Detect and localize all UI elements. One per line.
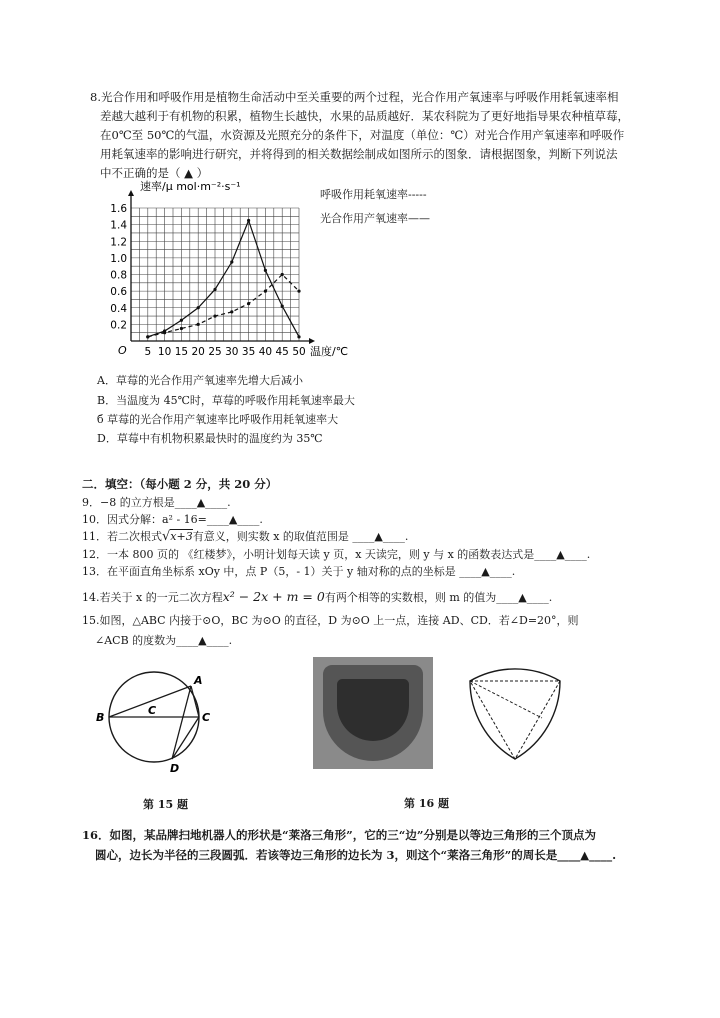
x-tick-label: 35 [241, 346, 256, 358]
center-o-label: C [148, 704, 157, 717]
photosynthesis-point [297, 335, 300, 338]
segment-ac [191, 686, 199, 717]
question-9: 9．−8 的立方根是____▲____. [82, 496, 231, 509]
respiration-point [247, 302, 250, 305]
y-tick-label: 0.6 [110, 286, 127, 299]
question-14 [82, 588, 552, 607]
point-c-label: C [202, 711, 211, 724]
photosynthesis-point [180, 319, 183, 322]
y-tick-label: 1.4 [110, 219, 127, 232]
photosynthesis-point [197, 306, 200, 309]
legend-respiration: 呼吸作用耗氧速率----- [320, 188, 427, 201]
x-tick-label: 30 [225, 346, 239, 358]
q8-line-3: 在0℃至 50℃的气温，水资源及光照充分的条件下，对温度（单位：℃）对光合作用产氧速率和呼吸作 [100, 128, 625, 142]
question-13: 13．在平面直角坐标系 xOy 中，点 P（5，- 1）关于 y 轴对称的点的坐标是 ____▲____. [82, 565, 516, 578]
y-tick-label: 0.8 [110, 269, 127, 282]
y-axis-arrow [128, 190, 134, 196]
q8-option-b: B．当温度为 45℃时，草莓的呼吸作用耗氧速率最大 [97, 394, 355, 407]
q14-suffix: 有两个相等的实数根，则 m 的值为____▲____. [324, 591, 553, 604]
q8-option-a: A．草莓的光合作用产氧速率先增大后减小 [97, 374, 303, 387]
q11-radicand: x+3 [170, 530, 193, 543]
q8-line-2: 差越大越利于有机物的积累，植物生长越快，水果的品质越好．某农科院为了更好地指导果农种植草莓， [100, 109, 629, 123]
figure-15-caption: 第 15 题 [143, 798, 188, 811]
q8-line-4: 用耗氧速率的影响进行研究，并将得到的相关数据绘制成如图所示的图象．请根据图象，判断下列说法 [100, 147, 618, 161]
origin-label: O [118, 344, 127, 357]
y-axis-label: 速率/μ mol·m⁻²·s⁻¹ [140, 180, 241, 193]
respiration-point [264, 290, 267, 293]
point-a-label: A [194, 674, 203, 687]
reuleaux-triangle-figure [462, 663, 572, 768]
y-tick-label: 1.2 [110, 236, 127, 249]
q8-chart [100, 178, 460, 370]
x-tick-label: 5 [144, 346, 152, 358]
q8-option-d: D．草莓中有机物积累最快时的温度约为 35℃ [97, 432, 323, 445]
segment-cd [172, 717, 199, 759]
y-tick-label: 0.2 [110, 319, 127, 332]
y-tick-label: 1.0 [110, 252, 127, 265]
question-11 [82, 528, 408, 546]
photosynthesis-point [281, 304, 284, 307]
figure-16-caption: 第 16 题 [404, 797, 449, 810]
inner-equilateral-triangle [470, 681, 560, 759]
point-d-label: D [170, 762, 180, 775]
x-tick-label: 50 [292, 346, 306, 358]
x-tick-label: 40 [258, 346, 273, 358]
q14-prefix: 14.若关于 x 的一元二次方程 [82, 591, 223, 604]
y-tick-label: 0.4 [110, 302, 127, 315]
photosynthesis-point [146, 335, 149, 338]
respiration-point [180, 327, 183, 330]
reuleaux-triangle [470, 669, 560, 759]
respiration-point [213, 314, 216, 317]
x-axis-arrow [309, 338, 315, 344]
respiration-point [297, 290, 300, 293]
photosynthesis-point [264, 269, 267, 272]
y-tick-label: 1.6 [110, 203, 127, 215]
point-b-label: B [96, 711, 105, 724]
question-16-line-2: 圆心，边长为半径的三段圆弧．若该等边三角形的边长为 3，则这个“莱洛三角形”的周长是____▲____. [95, 848, 617, 862]
q14-equation: x² − 2x + m = 0 [222, 589, 325, 604]
segment-ad [172, 686, 191, 759]
photosynthesis-point [230, 260, 233, 263]
radical-sign: √ [162, 529, 171, 544]
question-15-line-1: 15.如图，△ABC 内接于⊙O，BC 为⊙O 的直径，D 为⊙O 上一点，连接 AD、CD．若∠D=20°，则 [82, 614, 579, 627]
x-tick-label: 10 [157, 346, 172, 358]
x-tick-label: 15 [174, 346, 189, 358]
question-16-line-1: 16．如图，某品牌扫地机器人的形状是“莱洛三角形”，它的三“边”分别是以等边三角形的三个顶点为 [82, 828, 596, 842]
robot-photo [313, 657, 433, 769]
section-2-header: 二．填空：（每小题 2 分，共 20 分） [82, 477, 278, 491]
question-15-line-2: ∠ACB 的度数为____▲____. [95, 634, 233, 647]
photosynthesis-point [163, 329, 166, 332]
x-tick-label: 25 [208, 346, 222, 358]
x-tick-label: 45 [275, 346, 289, 358]
inner-dashed-line [470, 681, 542, 718]
question-10: 10．因式分解：a² - 16=____▲____. [82, 513, 263, 526]
respiration-point [197, 323, 200, 326]
q8-option-c: б 草莓的光合作用产氧速率比呼吸作用耗氧速率大 [97, 413, 339, 426]
photosynthesis-point [247, 219, 250, 222]
photosynthesis-point [213, 288, 216, 291]
legend-photosynthesis: 光合作用产氧速率—— [320, 212, 430, 225]
figure-15 [96, 662, 226, 782]
question-12: 12．一本 800 页的 《红楼梦》，小明计划每天读 y 页，x 天读完，则 y 与 x 的函数表达式是____▲____. [82, 548, 591, 561]
chart-grid [131, 208, 299, 341]
q11-prefix: 11．若二次根式 [82, 530, 162, 543]
x-tick-label: 20 [191, 346, 205, 358]
respiration-point [281, 273, 284, 276]
respiration-point [230, 310, 233, 313]
q8-line-1: 8.光合作用和呼吸作用是植物生命活动中至关重要的两个过程，光合作用产氧速率与呼吸作用耗氧速率相 [90, 90, 619, 104]
x-axis-label: 温度/℃ [310, 345, 349, 358]
q8-line-5: 中不正确的是（ ▲ ） [100, 166, 209, 180]
q11-suffix: 有意义，则实数 x 的取值范围是 ____▲____. [192, 530, 409, 543]
